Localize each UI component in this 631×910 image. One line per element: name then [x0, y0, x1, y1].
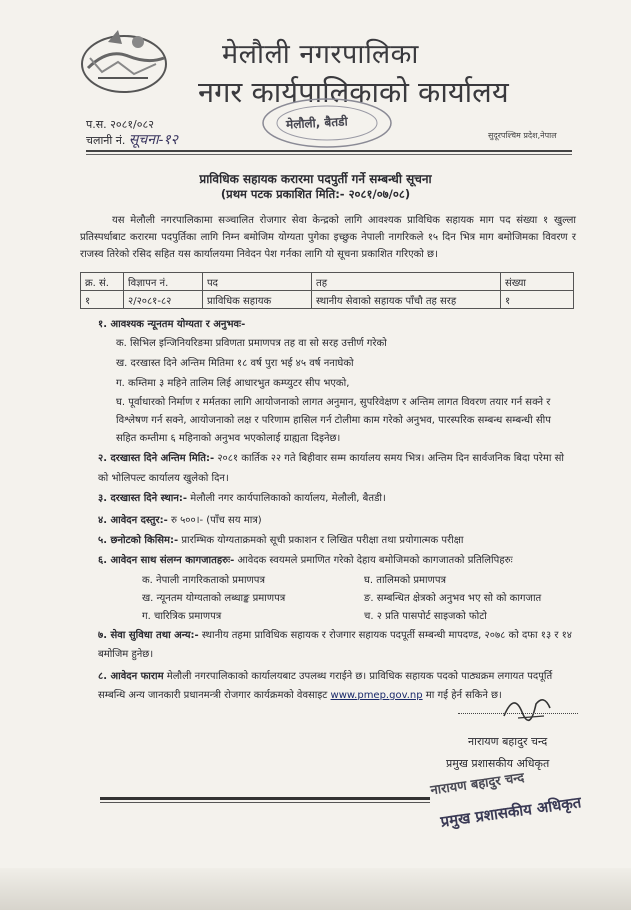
pmep-website-link[interactable]: www.pmep.gov.np	[330, 690, 423, 701]
government-emblem-icon	[78, 28, 170, 94]
cell-count: १	[501, 291, 574, 309]
doc-ng: ङ. सम्बन्धित क्षेत्रको अनुभव भए सो को कागजात	[364, 593, 542, 604]
footer-divider-thin	[100, 802, 430, 803]
item-documents: ६. आवेदन साथ संलग्न कागजातहरुः- आवेदक स्वयमले प्रमाणित गरेको देहाय बमोजिमको कागजातको प्रतिलिपिहरुः	[98, 555, 513, 566]
notice-title: प्राविधिक सहायक करारमा पदपुर्ती गर्ने सम्बन्धी सूचना	[199, 172, 432, 186]
fiscal-year: प.स. २०८१/०८२	[86, 118, 154, 131]
doc-ch: च. २ प्रति पासपोर्ट साइजको फोटो	[364, 611, 487, 622]
col-ad-no: विज्ञापन नं.	[124, 273, 203, 291]
doc-kh: ख. न्यूनतम योग्यताको लब्धाङ्क प्रमाणपत्र	[142, 593, 286, 604]
chalani-number	[86, 130, 178, 149]
col-post: पद	[203, 273, 312, 291]
qualification-gh: घ. पूर्वाधारको निर्माण र मर्मतका लागि आयोजनाको लागत अनुमान, सुपरिवेक्षण र अन्तिम लागत विवरण तयार गर्न सक्ने र विश्लेषण गर्न सक्ने, आयोजनाको लक्ष र परिणाम हासिल गर्न टोलीमा काम गरेको अनुभव, पारस्परिक सम्बन्ध सम्बन्धी सीप सहित कम्तीमा ६ महिनाको अनुभव भएकोलाई ग्राह्यता दिइनेछ।	[116, 397, 551, 444]
cell-sn: १	[81, 291, 124, 309]
footer-divider	[100, 797, 430, 800]
signature-line	[458, 713, 578, 714]
notice-intro: यस मेलौली नगरपालिकामा सञ्चालित रोजगार सेवा केन्द्रको लागि आवश्यक प्राविधिक सहायक माग पद संख्या १ खुल्ला प्रतिस्पर्धाबाट करारमा पदपुर्तिका लागि निम्न बमोजिम योग्यता पुगेका इच्छुक नेपाली नागरिकले १५ दिन भित्र माग बमोजिमका विवरण र राजस्व तिरेको रसिद सहित यस कार्यालयमा निवेदन पेश गर्नका लागि यो सूचना प्रकाशित गरिएको छ।	[80, 215, 576, 260]
name-stamp: नारायण बहादुर चन्द	[429, 770, 526, 799]
header-divider-thin	[86, 154, 572, 155]
col-count: संख्या	[501, 273, 574, 291]
qualification-k: क. सिभिल इन्जिनियरिङमा प्रविणता प्रमाणपत्र तह वा सो सरह उत्तीर्ण गरेको	[116, 338, 387, 349]
notice-subtitle: (प्रथम पटक प्रकाशित मिति:- २०८१/०७/०८)	[220, 187, 411, 201]
col-sn: क्र. सं.	[81, 273, 124, 291]
item-selection: ५. छनोटको किसिम:- प्रारम्भिक योग्यताक्रमको सूची प्रकाशन र लिखित परीक्षा तथा प्रयोगात्मक परीक्षा	[98, 535, 464, 546]
role-stamp: प्रमुख प्रशासकीय अधिकृत	[439, 793, 583, 831]
qualification-kh: ख. दरखास्त दिने अन्तिम मितिमा १८ वर्ष पुरा भई ४५ वर्ष ननाघेको	[116, 358, 354, 369]
item-facilities: ७. सेवा सुविधा तथा अन्य:- स्थानीय तहमा प्राविधिक सहायक र रोजगार सहायक पदपूर्ती सम्बन्धी मापदण्ड, २०७८ को दफा १३ र १४ बमोजिम हुनेछ।	[98, 630, 573, 660]
table-row	[81, 291, 574, 309]
item-form: ८. आवेदन फाराम मेलौली नगरपालिकाको कार्यालयबाट उपलब्ध गराईने छ। प्राविधिक सहायक पदको पाठ्यक्रम लगायत पदपूर्ति सम्बन्धि अन्य जानकारी प्रधानमन्त्री रोजगार कार्यक्रमको वेवसाइट www.pmep.gov.np मा गई हेर्न सकिने छ।	[98, 671, 553, 701]
chalani-label: चलानी नं.	[86, 134, 126, 147]
stamp-text: मेलौली, बैतडी	[285, 114, 348, 132]
doc-k: क. नेपाली नागरिकताको प्रमाणपत्र	[142, 575, 265, 586]
col-level: तह	[312, 273, 501, 291]
cell-ad-no: २/२०८१-८२	[124, 291, 203, 309]
province-label: सुदूरपश्चिम प्रदेश,नेपाल	[488, 131, 557, 140]
qualification-heading: १. आवश्यक न्यूनतम योग्यता र अनुभवः-	[98, 319, 246, 330]
doc-g: ग. चारित्रिक प्रमाणपत्र	[142, 611, 222, 622]
table-header-row	[81, 273, 574, 291]
vacancy-table	[80, 272, 574, 309]
cell-level: स्थानीय सेवाको सहायक पाँचौ तह सरह	[312, 291, 501, 309]
signatory-name: नारायण बहादुर चन्द	[468, 735, 548, 748]
item-deadline: २. दरखास्त दिने अन्तिम मिति:- २०८१ कार्तिक २२ गते बिहीवार सम्म कार्यालय समय भित्र। अन्तिम दिन सार्वजनिक बिदा परेमा सो को भोलिपल्ट कार्यालय खुलेको दिन।	[98, 453, 564, 484]
item-fee: ४. आवेदन दस्तुर:- रु ५००।- (पाँच सय मात्र)	[98, 515, 262, 526]
municipality-name: मेलौली नगरपालिका	[222, 39, 419, 70]
signature-icon	[500, 686, 556, 726]
header-divider	[86, 150, 572, 152]
doc-gh: घ. तालिमको प्रमाणपत्र	[364, 575, 447, 586]
chalani-value: सूचना-१२	[128, 132, 178, 148]
signatory-role: प्रमुख प्रशासकीय अधिकृत	[446, 757, 550, 770]
office-name: नगर कार्यपालिकाको कार्यालय	[198, 75, 509, 109]
qualification-g: ग. कम्तिमा ३ महिने तालिम लिई आधारभुत कम्प्युटर सीप भएको,	[116, 378, 350, 389]
item-location: ३. दरखास्त दिने स्थान:- मेलौली नगर कार्यपालिकाको कार्यालय, मेलौली, बैतडी।	[98, 493, 386, 504]
cell-post: प्राविधिक सहायक	[203, 291, 312, 309]
page-bottom-shadow	[0, 868, 631, 910]
